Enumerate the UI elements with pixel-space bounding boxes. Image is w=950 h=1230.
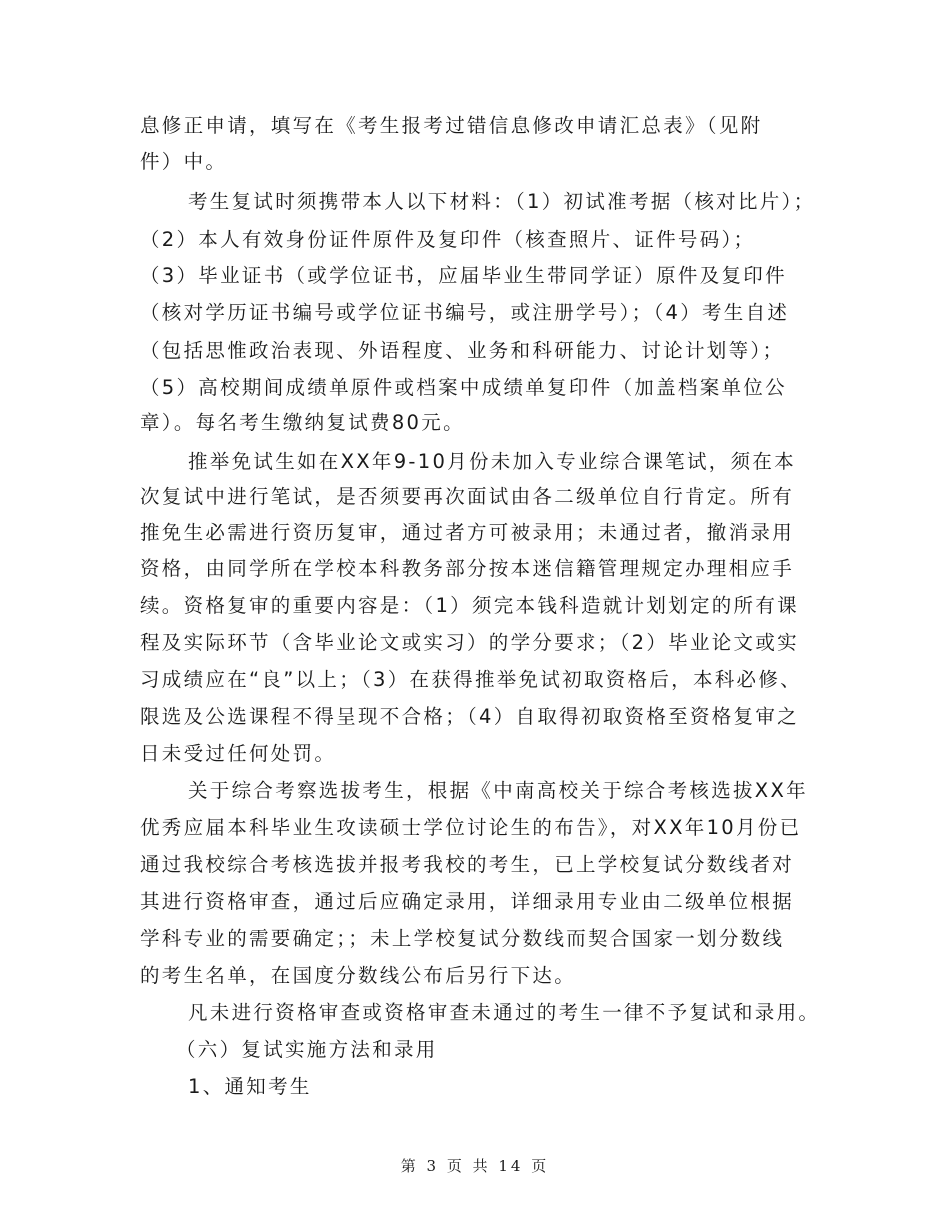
body-line-18: 日未受过任何处罚。: [140, 742, 337, 765]
body-line-1: 息修正申请，填写在《考生报考过错信息修改申请汇总表》（见附: [140, 114, 763, 137]
body-line-14: 续。资格复审的重要内容是：（1）须完本钱科造就计划划定的所有课: [140, 594, 799, 617]
body-line-6: （核对学历证书编号或学位证书编号，或注册学号）；（4）考生自述: [140, 301, 790, 324]
body-line-15: 程及实际环节（含毕业论文或实习）的学分要求；（2）毕业论文或实: [140, 631, 799, 654]
body-line-16: 习成绩应在“良”以上；（3）在获得推举免试初取资格后，本科必修、: [140, 668, 802, 691]
body-line-20: 优秀应届本科毕业生攻读硕士学位讨论生的布告》，对XX年10月份已: [140, 816, 802, 839]
body-line-11: 次复试中进行笔试，是否须要再次面试由各二级单位自行肯定。所有: [140, 485, 795, 508]
body-line-2: 件）中。: [140, 150, 228, 173]
body-line-23: 学科专业的需要确定；；未上学校复试分数线而契合国家一划分数线: [140, 927, 785, 950]
body-line-21: 通过我校综合考核选拔并报考我校的考生，已上学校复试分数线者对: [140, 853, 795, 876]
body-line-8: （5）高校期间成绩单原件或档案中成绩单复印件（加盖档案单位公: [140, 376, 787, 399]
body-line-22: 其进行资格审查，通过后应确定录用，详细录用专业由二级单位根据: [140, 890, 795, 913]
body-line-13: 资格，由同学所在学校本科教务部分按本迷信籍管理规定办理相应手: [140, 557, 795, 580]
body-line-17: 限选及公选课程不得呈现不合格；（4）自取得初取资格至资格复审之: [140, 705, 799, 728]
section-heading: （六）复试实施方法和录用: [176, 1038, 438, 1061]
body-line-9: 章）。每名考生缴纳复试费80元。: [140, 411, 465, 434]
body-line-25: 凡未进行资格审查或资格审查未通过的考生一律不予复试和录用。: [188, 1001, 821, 1024]
page-number-footer: 第 3 页 共 14 页: [400, 1157, 550, 1175]
subsection-heading: 1、通知考生: [188, 1075, 312, 1098]
body-line-12: 推免生必需进行资历复审，通过者方可被录用；未通过者，撤消录用: [140, 521, 795, 544]
body-line-19: 关于综合考察选拔考生，根据《中南高校关于综合考核选拔XX年: [188, 779, 808, 802]
body-line-7: （包括思惟政治表现、外语程度、业务和科研能力、讨论计划等）；: [140, 339, 785, 362]
body-line-24: 的考生名单，在国度分数线公布后另行下达。: [140, 964, 577, 987]
body-line-3: 考生复试时须携带本人以下材料：（1）初试准考据（核对比片）；: [188, 190, 816, 213]
body-line-5: （3）毕业证书（或学位证书，应届毕业生带同学证）原件及复印件: [140, 264, 787, 287]
body-line-4: （2）本人有效身份证件原件及复印件（核查照片、证件号码）；: [140, 228, 756, 251]
body-line-10: 推举免试生如在XX年9-10月份未加入专业综合课笔试，须在本: [188, 450, 796, 473]
